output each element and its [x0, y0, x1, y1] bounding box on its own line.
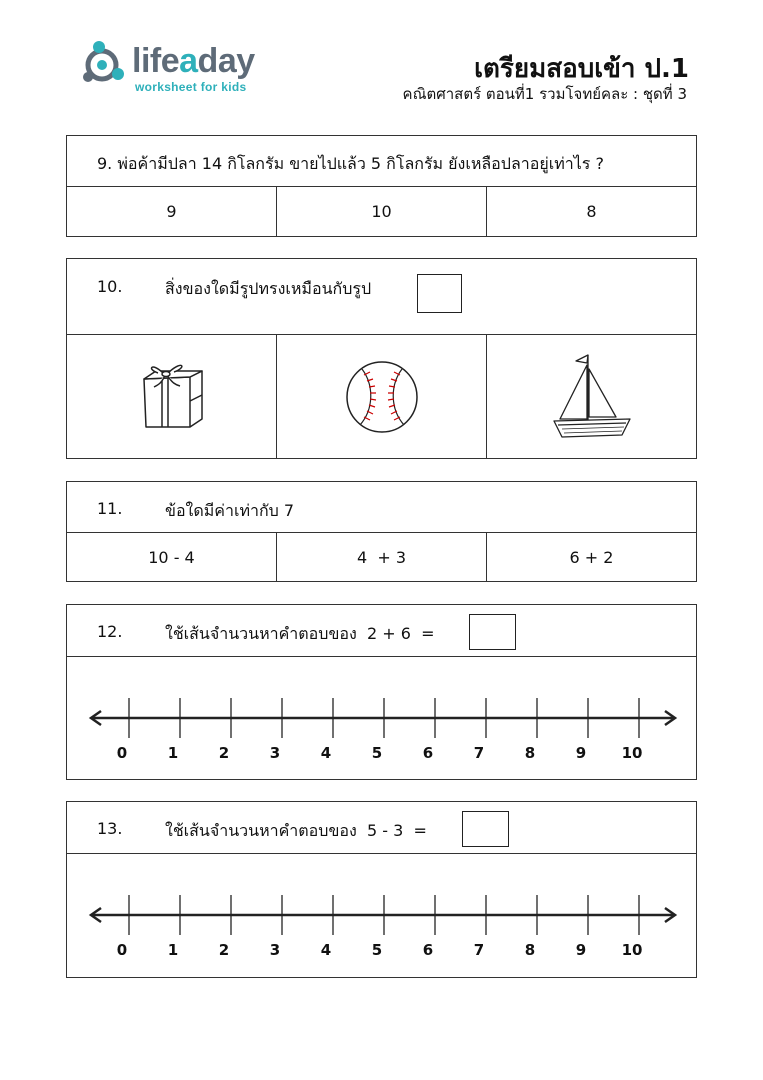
number-line-12: [67, 657, 696, 779]
question-10-choices: [67, 335, 696, 458]
shape-reference-box: [417, 274, 462, 313]
choice-11-b[interactable]: 4 + 3: [277, 533, 487, 581]
choice-10-b[interactable]: [277, 335, 487, 458]
answer-box-12[interactable]: [469, 614, 516, 650]
baseball-icon: [342, 357, 422, 437]
number-line-13: [67, 854, 696, 977]
choice-9-c[interactable]: 8: [586, 202, 597, 221]
tick-label: 7: [473, 941, 485, 959]
question-11-choices: [67, 533, 696, 581]
tick-label: 6: [422, 941, 434, 959]
logo-tagline: worksheet for kids: [135, 80, 247, 94]
choice-11-c[interactable]: 6 + 2: [569, 547, 614, 567]
tick-label: 0: [116, 744, 128, 762]
question-13-number: 13.: [97, 819, 123, 838]
question-9-header: [67, 136, 696, 187]
question-10-text: สิ่งของใดมีรูปทรงเหมือนกับรูป: [165, 279, 372, 298]
tick-label: 5: [371, 744, 383, 762]
question-12: [66, 604, 697, 780]
question-9-choices: [67, 187, 696, 236]
tick-label: 3: [269, 744, 281, 762]
tick-label: 9: [575, 744, 587, 762]
question-10-number: 10.: [97, 277, 123, 296]
choice-10-c[interactable]: [487, 335, 696, 458]
question-11-number: 11.: [97, 499, 123, 518]
tick-label: 5: [371, 941, 383, 959]
tick-label: 2: [218, 744, 230, 762]
tick-label: 10: [621, 744, 643, 762]
tick-label: 1: [167, 941, 179, 959]
question-13-header: [67, 802, 696, 854]
question-9: [66, 135, 697, 237]
tick-label: 9: [575, 941, 587, 959]
sailboat-icon: [550, 349, 634, 445]
tick-label: 3: [269, 941, 281, 959]
answer-box-13[interactable]: [462, 811, 509, 847]
choice-10-a[interactable]: [67, 335, 277, 458]
tick-label: 10: [621, 941, 643, 959]
question-9-text: 9. พ่อค้ามีปลา 14 กิโลกรัม ขายไปแล้ว 5 กิโลกรัม ยังเหลือปลาอยู่เท่าไร ?: [97, 154, 604, 173]
lifeaday-logo: [82, 40, 272, 95]
choice-9-b[interactable]: 10: [277, 187, 487, 236]
tick-label: 7: [473, 744, 485, 762]
logo-wordmark: lifeaday: [132, 42, 255, 80]
tick-label: 8: [524, 744, 536, 762]
question-12-text: ใช้เส้นจำนวนหาคำตอบของ 2 + 6 =: [165, 624, 435, 643]
question-10-header: [67, 259, 696, 335]
tick-label: 8: [524, 941, 536, 959]
tick-label: 2: [218, 941, 230, 959]
question-12-number: 12.: [97, 622, 123, 641]
gift-box-icon: [132, 357, 212, 437]
tick-label: 4: [320, 744, 332, 762]
choice-9-a[interactable]: 9: [67, 187, 277, 236]
logo-molecule-icon: [82, 40, 132, 95]
choice-11-a[interactable]: 10 - 4: [67, 533, 277, 581]
question-11-text: ข้อใดมีค่าเท่ากับ 7: [165, 501, 295, 520]
page-subtitle: คณิตศาสตร์ ตอนที่1 รวมโจทย์คละ : ชุดที่ 3: [402, 85, 687, 103]
tick-label: 6: [422, 744, 434, 762]
question-13: [66, 801, 697, 978]
question-10: [66, 258, 697, 459]
tick-label: 0: [116, 941, 128, 959]
tick-label: 1: [167, 744, 179, 762]
tick-label: 4: [320, 941, 332, 959]
question-11: [66, 481, 697, 582]
question-13-text: ใช้เส้นจำนวนหาคำตอบของ 5 - 3 =: [165, 821, 427, 840]
question-12-header: [67, 605, 696, 657]
question-11-header: [67, 482, 696, 533]
page-title: เตรียมสอบเข้า ป.1: [474, 54, 689, 84]
